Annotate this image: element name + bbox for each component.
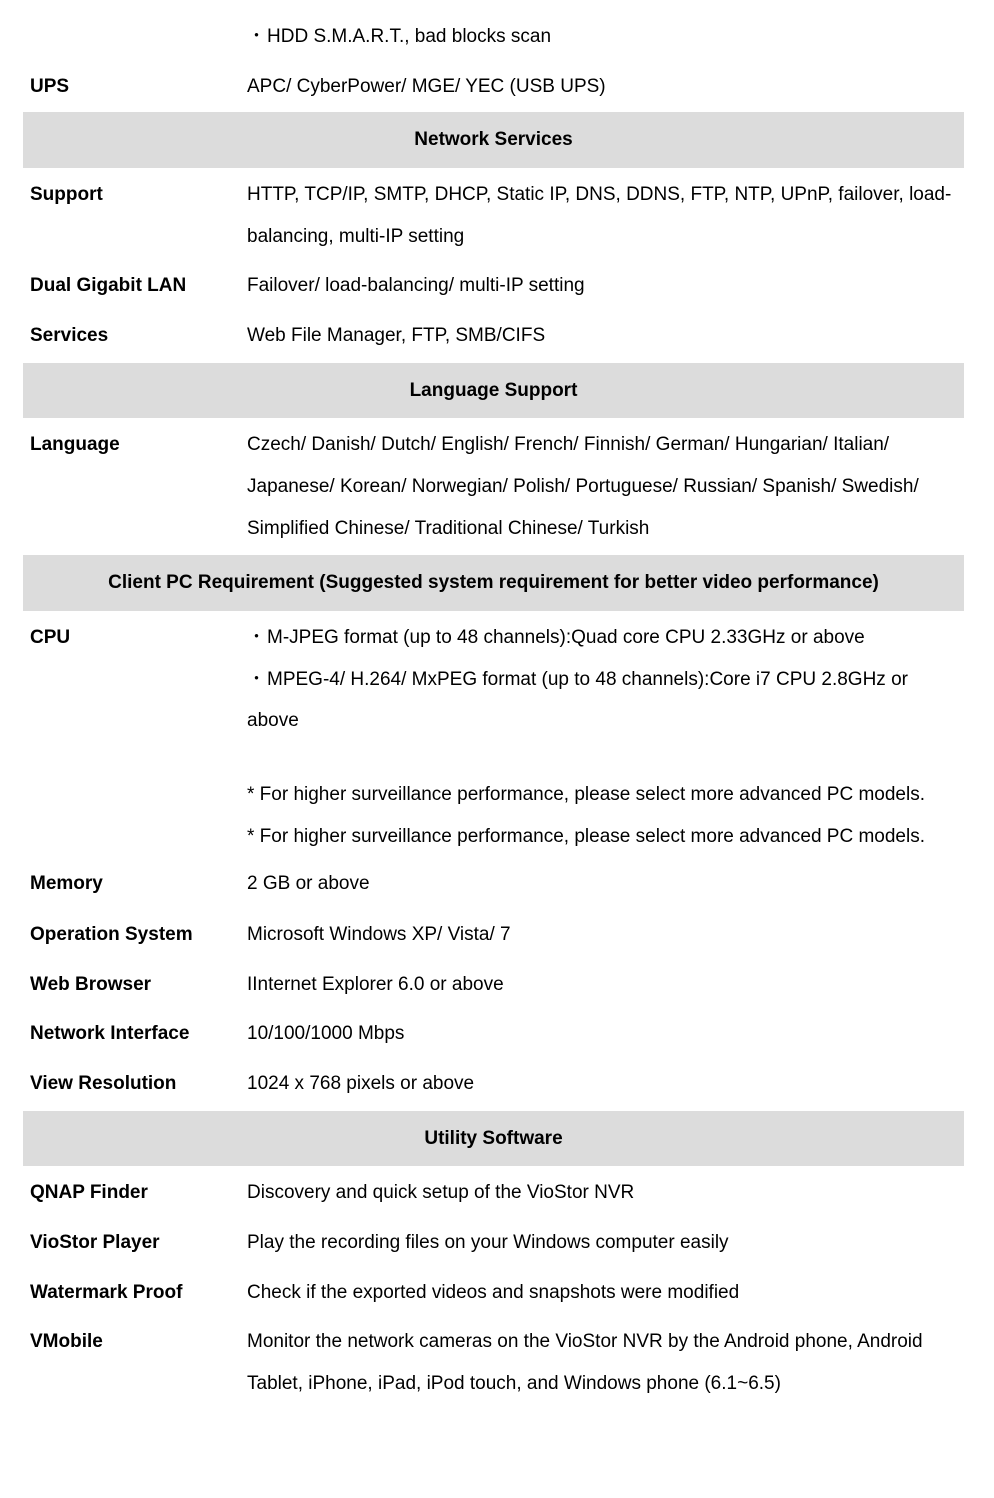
bullet-item: ・ HDD S.M.A.R.T., bad blocks scan [247, 16, 960, 58]
row-label: Dual Gigabit LAN [30, 275, 187, 297]
row-label: VioStor Player [30, 1232, 160, 1254]
row-os [23, 912, 964, 962]
row-label: Memory [30, 873, 103, 895]
cpu-note: * For higher surveillance performance, please select more advanced PC models. [247, 825, 925, 847]
row-support [23, 168, 964, 263]
bullet-item: ・ M-JPEG format (up to 48 channels):Quad core CPU 2.33GHz or above [247, 617, 960, 659]
section-header-client-pc: Client PC Requirement (Suggested system requirement for better video performance) [23, 555, 964, 611]
row-value: Check if the exported videos and snapshots were modified [247, 1281, 740, 1303]
row-value: Failover/ load-balancing/ multi-IP setting [247, 275, 585, 297]
row-memory [23, 863, 964, 912]
row-label: CPU [30, 626, 71, 648]
row-value: APC/ CyberPower/ MGE/ YEC (USB UPS) [247, 75, 606, 97]
row-services [23, 313, 964, 363]
row-value [247, 16, 964, 58]
section-header-utility-software: Utility Software [23, 1111, 964, 1167]
row-cpu [23, 611, 964, 864]
row-dual-lan [23, 263, 964, 313]
row-label: QNAP Finder [30, 1182, 148, 1204]
row-value: HTTP, TCP/IP, SMTP, DHCP, Static IP, DNS, DDNS, FTP, NTP, UPnP, failover, load-balancing, multi-IP setting [247, 183, 952, 247]
row-value: IInternet Explorer 6.0 or above [247, 973, 504, 995]
bullet-item: ・ MPEG-4/ H.264/ MxPEG format (up to 48 channels):Core i7 CPU 2.8GHz or above [247, 659, 960, 742]
row-label: Operation System [30, 924, 193, 946]
row-value: Monitor the network cameras on the VioStor NVR by the Android phone, Android Tablet, iPhone, iPad, iPod touch, and Windows phone (6.1~6.5) [247, 1331, 923, 1395]
row-value: Play the recording files on your Windows computer easily [247, 1232, 729, 1254]
row-language [23, 418, 964, 555]
row-label: Language [30, 434, 120, 456]
row-label: UPS [30, 75, 70, 97]
row-label: View Resolution [30, 1073, 177, 1095]
row-value: 2 GB or above [247, 873, 370, 895]
section-header-language-support: Language Support [23, 363, 964, 419]
row-viostor-player [23, 1220, 964, 1270]
row-web-browser [23, 962, 964, 1012]
row-label: Network Interface [30, 1023, 190, 1045]
row-value: 10/100/1000 Mbps [247, 1023, 405, 1045]
row-value: Discovery and quick setup of the VioStor NVR [247, 1182, 635, 1204]
row-value: Microsoft Windows XP/ Vista/ 7 [247, 924, 511, 946]
row-vmobile [23, 1319, 964, 1410]
row-value: Web File Manager, FTP, SMB/CIFS [247, 325, 546, 347]
spec-table [23, 8, 964, 1411]
row-value [247, 617, 964, 858]
row-watermark-proof [23, 1270, 964, 1320]
row-label: Web Browser [30, 973, 152, 995]
row-label: Watermark Proof [30, 1281, 183, 1303]
row-ups [23, 63, 964, 113]
section-header-network-services: Network Services [23, 112, 964, 168]
row-network-interface [23, 1011, 964, 1061]
row-value: 1024 x 768 pixels or above [247, 1073, 475, 1095]
row-hdd-scan [23, 8, 964, 63]
row-value: Czech/ Danish/ Dutch/ English/ French/ Finnish/ German/ Hungarian/ Italian/ Japanese/ Korean/ Norwegian/ Polish/ Portuguese/ Russian/ Spanish/ Swedish/ Simplified Chinese/ Traditional Chinese/ Turkish [247, 434, 919, 539]
cpu-note: * For higher surveillance performance, please select more advanced PC models. [247, 783, 925, 805]
row-view-resolution [23, 1061, 964, 1111]
row-label: Support [30, 183, 103, 205]
spacer [247, 742, 960, 774]
row-label: Services [30, 325, 109, 347]
row-label: VMobile [30, 1331, 103, 1353]
row-qnap-finder [23, 1166, 964, 1220]
